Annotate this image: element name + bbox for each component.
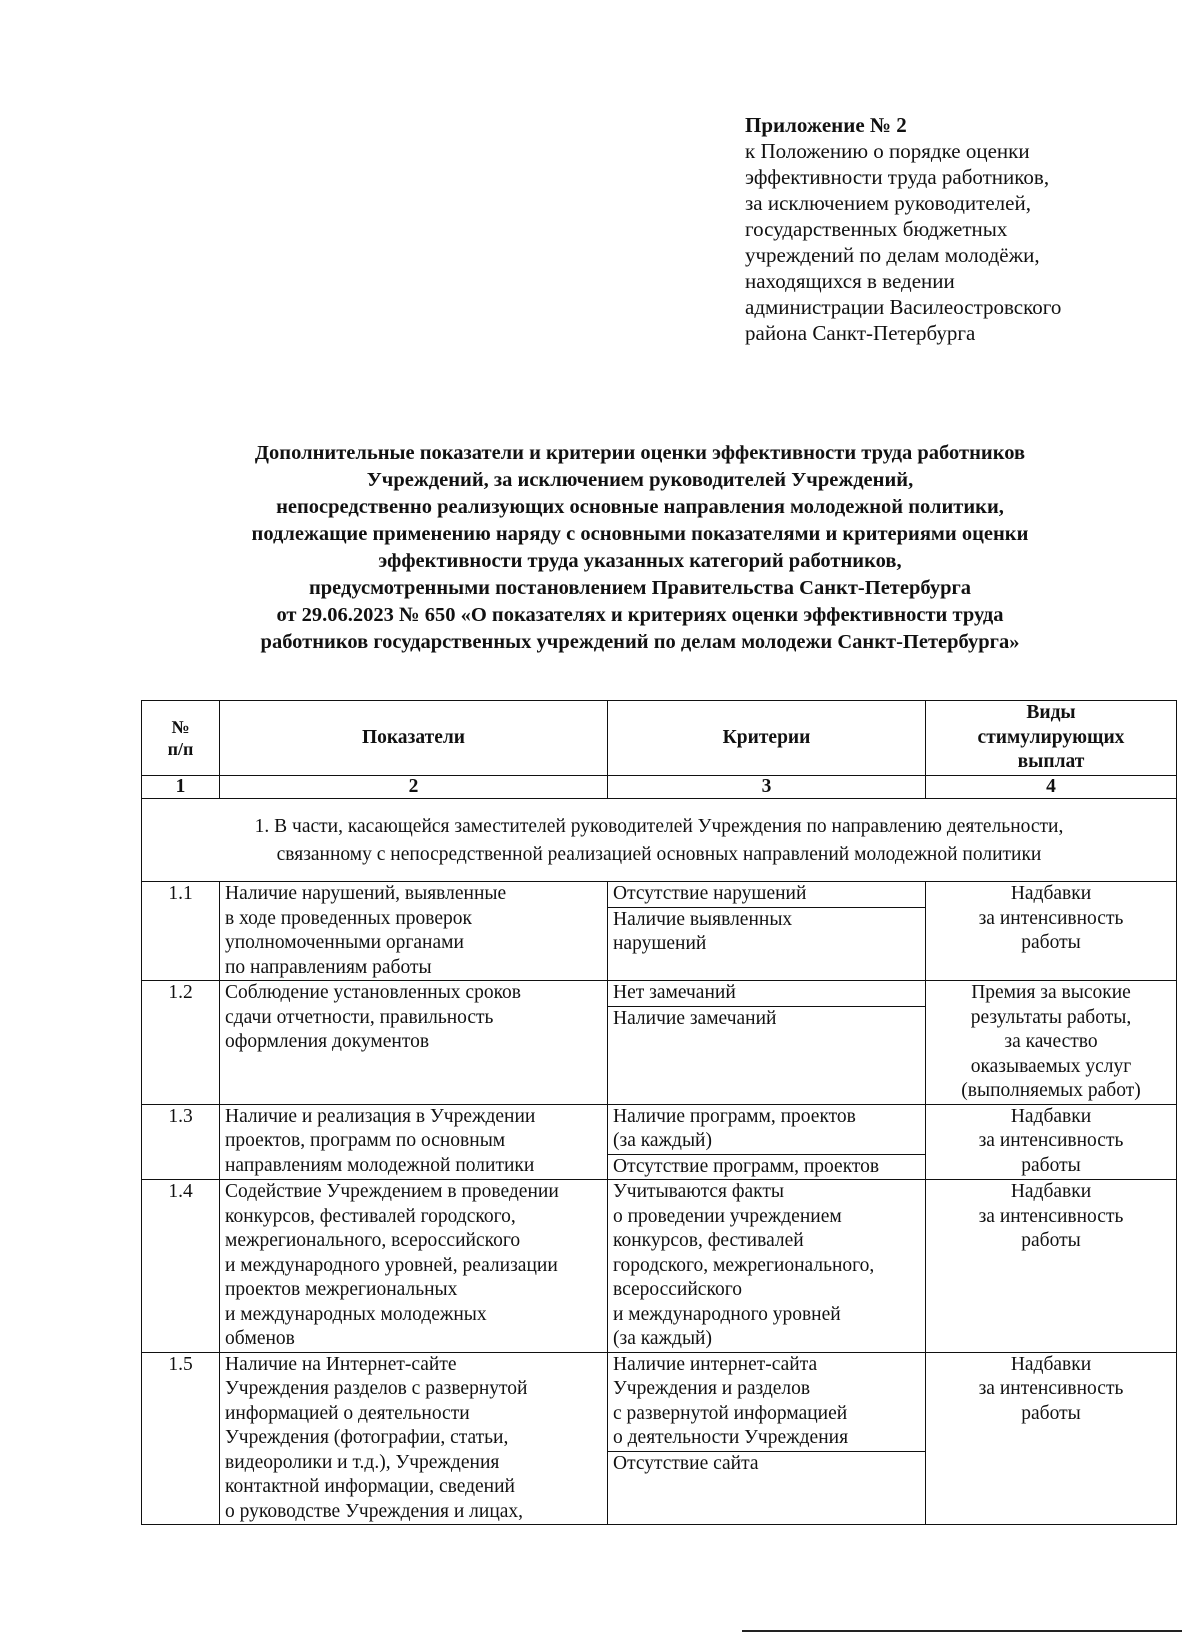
criterion-line: с развернутой информацией <box>613 1402 848 1424</box>
criterion-line: конкурсов, фестивалей <box>613 1230 804 1251</box>
criterion-line: Наличие интернет-сайта <box>613 1353 818 1375</box>
indicator-line: видеоролики и т.д.), Учреждения <box>225 1451 500 1473</box>
bottom-rule <box>742 1630 1182 1632</box>
criterion-option <box>608 1105 925 1155</box>
section-row <box>142 799 1177 882</box>
criterion-line: о проведении учреждением <box>613 1205 842 1227</box>
payment-line: за интенсивность <box>978 1130 1124 1151</box>
payment-line: работы <box>1021 932 1081 953</box>
criterion-option <box>608 1353 925 1452</box>
header-indicators: Показатели <box>220 701 608 776</box>
table-row <box>142 882 1177 981</box>
indicator-line: и международного уровней, реализации <box>225 1254 558 1276</box>
payment-line: за интенсивность <box>978 1378 1124 1399</box>
header-num-line: № <box>171 717 190 737</box>
row-indicator <box>220 1104 608 1180</box>
criterion-line: о деятельности Учреждения <box>613 1427 849 1448</box>
section-line: 1. В части, касающейся заместителей руководителей Учреждения по направлению деятельности, <box>254 816 1064 837</box>
indicator-line: конкурсов, фестивалей городского, <box>225 1205 516 1227</box>
row-number: 1.2 <box>142 981 220 1105</box>
criterion-option <box>608 1452 925 1477</box>
title-line: эффективности труда указанных категорий работников, <box>378 550 902 572</box>
criteria-table <box>141 700 1177 1525</box>
appendix-line: района Санкт-Петербурга <box>745 321 976 345</box>
indicator-line: Наличие нарушений, выявленные <box>225 883 507 904</box>
indicator-line: оформления документов <box>225 1031 430 1052</box>
payment-line: оказываемых услуг <box>970 1055 1132 1077</box>
indicator-line: обменов <box>225 1328 295 1349</box>
row-number: 1.5 <box>142 1352 220 1525</box>
indicator-line: информацией о деятельности <box>225 1402 470 1424</box>
criterion-line: Учитываются факты <box>613 1181 784 1202</box>
column-number: 2 <box>220 776 608 799</box>
appendix-line: учреждений по делам молодёжи, <box>745 243 1040 267</box>
title-line: Дополнительные показатели и критерии оценки эффективности труда работников <box>254 442 1026 464</box>
criterion-option <box>608 1155 925 1180</box>
criterion-line: Нет замечаний <box>613 982 736 1003</box>
header-payments <box>926 701 1177 776</box>
payment-line: работы <box>1021 1230 1081 1251</box>
appendix-line: эффективности труда работников, <box>745 165 1050 189</box>
criterion-option <box>608 981 925 1007</box>
row-payment-type <box>926 981 1177 1105</box>
title-line: подлежащие применению наряду с основными показателями и критериями оценки <box>251 523 1029 545</box>
header-payments-line: выплат <box>1017 751 1085 773</box>
indicator-line: направлениям молодежной политики <box>225 1154 535 1176</box>
table-row <box>142 1352 1177 1525</box>
payment-line: за интенсивность <box>978 1205 1124 1227</box>
row-criteria <box>608 882 926 981</box>
column-number: 3 <box>608 776 926 799</box>
payment-line: Надбавки <box>1010 883 1092 904</box>
header-num <box>142 701 220 776</box>
section-line: связанному с непосредственной реализацией основных направлений молодежной политики <box>276 844 1042 865</box>
payment-line: Надбавки <box>1010 1353 1092 1375</box>
criterion-line: Наличие замечаний <box>613 1007 777 1029</box>
indicator-line: о руководстве Учреждения и лицах, <box>225 1500 524 1522</box>
column-number: 4 <box>926 776 1177 799</box>
payment-line: работы <box>1021 1402 1081 1424</box>
table-header-row <box>142 701 1177 776</box>
criterion-option <box>608 882 925 908</box>
criterion-line: Отсутствие программ, проектов <box>613 1155 880 1177</box>
indicator-line: по направлениям работы <box>225 956 432 978</box>
row-indicator <box>220 1352 608 1525</box>
title-line: предусмотренными постановлением Правительства Санкт-Петербурга <box>308 577 972 599</box>
indicator-line: уполномоченными органами <box>225 932 464 953</box>
payment-line: за качество <box>1004 1031 1098 1052</box>
title-line: от 29.06.2023 № 650 «О показателях и критериях оценки эффективности труда <box>276 604 1004 626</box>
column-number: 1 <box>142 776 220 799</box>
header-payments-line: Виды <box>1026 702 1076 724</box>
row-payment-type <box>926 1104 1177 1180</box>
row-indicator <box>220 981 608 1105</box>
payment-line: Премия за высокие <box>971 982 1131 1003</box>
indicator-line: и международных молодежных <box>225 1303 487 1325</box>
title-line: непосредственно реализующих основные направления молодежной политики, <box>276 496 1004 518</box>
indicator-line: контактной информации, сведений <box>225 1476 515 1497</box>
indicator-line: проектов межрегиональных <box>225 1279 458 1300</box>
row-indicator <box>220 882 608 981</box>
column-number-row <box>142 776 1177 799</box>
criterion-line: Отсутствие нарушений <box>613 883 807 904</box>
header-payments-line: стимулирующих <box>977 726 1125 748</box>
appendix-heading: Приложение № 2 <box>745 113 907 137</box>
table-row <box>142 1104 1177 1180</box>
payment-line: Надбавки <box>1010 1181 1092 1202</box>
table-body <box>142 882 1177 1525</box>
payment-line: за интенсивность <box>978 907 1124 929</box>
appendix-line: государственных бюджетных <box>745 217 1008 241</box>
row-number: 1.1 <box>142 882 220 981</box>
appendix-block <box>745 112 1165 346</box>
row-indicator <box>220 1180 608 1353</box>
indicator-line: Наличие на Интернет-сайте <box>225 1353 457 1375</box>
header-num-line: п/п <box>167 739 194 759</box>
indicator-line: Учреждения разделов с развернутой <box>225 1378 528 1399</box>
criterion-line: Наличие программ, проектов <box>613 1105 856 1127</box>
row-payment-type <box>926 882 1177 981</box>
criterion-line: городского, межрегионального, <box>613 1254 875 1276</box>
row-payment-type <box>926 1180 1177 1353</box>
indicator-line: в ходе проведенных проверок <box>225 907 472 929</box>
row-number: 1.4 <box>142 1180 220 1353</box>
indicator-line: сдачи отчетности, правильность <box>225 1006 494 1028</box>
indicator-line: Наличие и реализация в Учреждении <box>225 1105 536 1127</box>
row-criteria <box>608 1104 926 1180</box>
appendix-line: администрации Василеостровского <box>745 295 1062 319</box>
indicator-line: Соблюдение установленных сроков <box>225 982 522 1003</box>
document-title <box>140 440 1140 656</box>
criterion-line: (за каждый) <box>613 1130 712 1151</box>
indicator-line: Содействие Учреждением в проведении <box>225 1181 559 1202</box>
title-line: Учреждений, за исключением руководителей Учреждений, <box>366 469 914 491</box>
payment-line: работы <box>1021 1154 1081 1176</box>
criterion-option <box>608 1180 925 1352</box>
title-line: работников государственных учреждений по делам молодежи Санкт-Петербурга» <box>260 631 1020 653</box>
criterion-option <box>608 908 925 957</box>
indicator-line: Учреждения (фотографии, статьи, <box>225 1427 509 1448</box>
row-criteria <box>608 1180 926 1353</box>
appendix-line: к Положению о порядке оценки <box>745 139 1030 163</box>
indicator-line: проектов, программ по основным <box>225 1130 506 1151</box>
criterion-line: и международного уровней <box>613 1303 841 1325</box>
row-criteria <box>608 981 926 1105</box>
row-criteria <box>608 1352 926 1525</box>
appendix-line: находящихся в ведении <box>745 269 955 293</box>
table-row <box>142 981 1177 1105</box>
criterion-line: Учреждения и разделов <box>613 1378 811 1399</box>
criterion-line: (за каждый) <box>613 1328 712 1349</box>
criterion-line: нарушений <box>613 933 707 954</box>
header-criteria: Критерии <box>608 701 926 776</box>
row-number: 1.3 <box>142 1104 220 1180</box>
payment-line: Надбавки <box>1010 1105 1092 1127</box>
appendix-line: за исключением руководителей, <box>745 191 1031 215</box>
criterion-line: Наличие выявленных <box>613 908 793 930</box>
payment-line: (выполняемых работ) <box>961 1080 1141 1101</box>
criterion-line: всероссийского <box>613 1279 742 1300</box>
table-row <box>142 1180 1177 1353</box>
row-payment-type <box>926 1352 1177 1525</box>
section-heading <box>142 799 1177 882</box>
criterion-line: Отсутствие сайта <box>613 1452 759 1474</box>
indicator-line: межрегионального, всероссийского <box>225 1230 521 1251</box>
payment-line: результаты работы, <box>970 1006 1132 1028</box>
criterion-option <box>608 1007 925 1032</box>
